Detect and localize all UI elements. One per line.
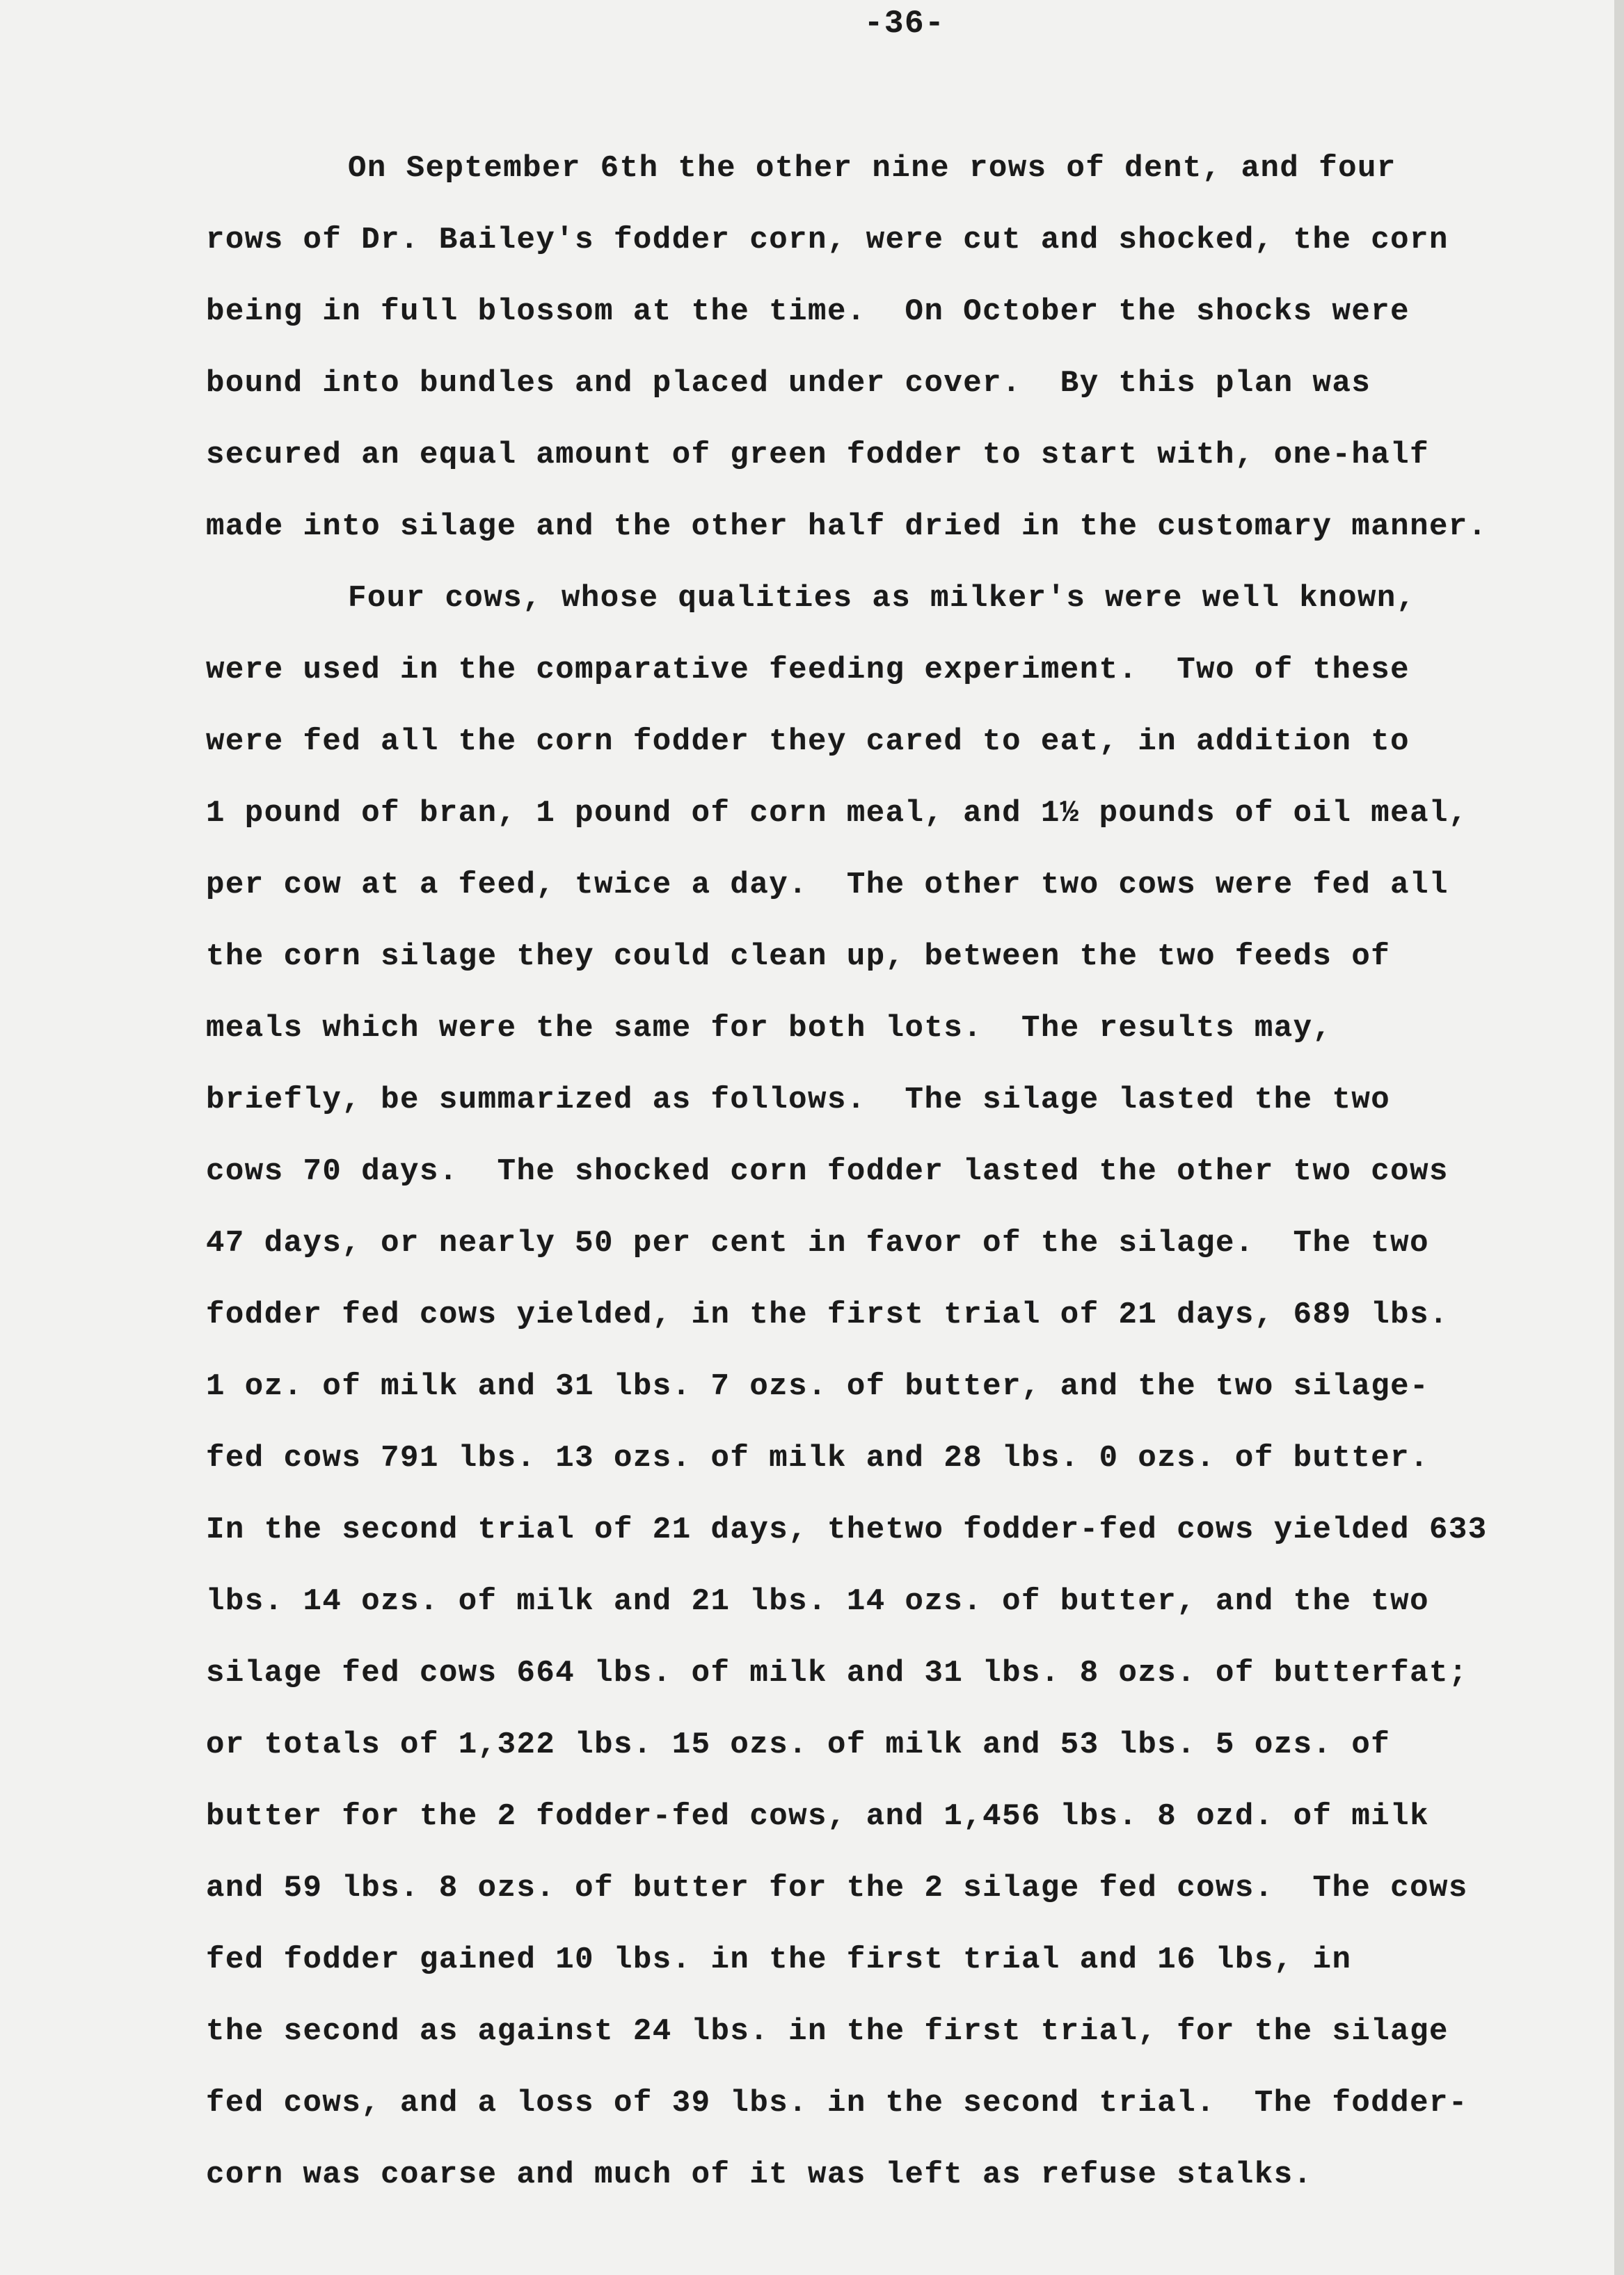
text-line: In the second trial of 21 days, thetwo fodder-fed cows yielded 633 [206,1512,1488,1547]
text-line: were used in the comparative feeding experiment. Two of these [206,653,1410,687]
text-line: Four cows, whose qualities as milker's were well known, [348,581,1416,616]
text-line: secured an equal amount of green fodder to start with, one-half [206,438,1429,472]
page-edge [1614,0,1624,2275]
text-line: being in full blossom at the time. On October the shocks were [206,294,1410,329]
text-line: fodder fed cows yielded, in the first trial of 21 days, 689 lbs. [206,1298,1449,1332]
text-line: or totals of 1,322 lbs. 15 ozs. of milk and 53 lbs. 5 ozs. of [206,1727,1391,1762]
page-number: -36- [863,6,946,42]
text-line: meals which were the same for both lots. The results may, [206,1011,1332,1046]
text-line: corn was coarse and much of it was left as refuse stalks. [206,2157,1313,2192]
text-line: bound into bundles and placed under cover. By this plan was [206,366,1371,401]
text-line: were fed all the corn fodder they cared to eat, in addition to [206,724,1410,759]
text-line: per cow at a feed, twice a day. The other two cows were fed all [206,868,1449,902]
text-line: rows of Dr. Bailey's fodder corn, were cut and shocked, the corn [206,223,1449,257]
text-line: the corn silage they could clean up, between the two feeds of [206,939,1391,974]
text-line: fed fodder gained 10 lbs. in the first trial and 16 lbs, in [206,1942,1352,1977]
text-line: On September 6th the other nine rows of dent, and four [348,151,1396,186]
text-line: lbs. 14 ozs. of milk and 21 lbs. 14 ozs. of butter, and the two [206,1584,1429,1619]
text-line: made into silage and the other half dried in the customary manner. [206,509,1488,544]
text-line: 47 days, or nearly 50 per cent in favor of the silage. The two [206,1226,1429,1261]
text-line: briefly, be summarized as follows. The silage lasted the two [206,1083,1391,1117]
text-line: cows 70 days. The shocked corn fodder lasted the other two cows [206,1154,1449,1189]
text-line: fed cows 791 lbs. 13 ozs. of milk and 28 lbs. 0 ozs. of butter. [206,1441,1429,1476]
text-line: silage fed cows 664 lbs. of milk and 31 lbs. 8 ozs. of butterfat; [206,1656,1468,1691]
text-line: the second as against 24 lbs. in the first trial, for the silage [206,2014,1449,2049]
text-line: 1 pound of bran, 1 pound of corn meal, and 1½ pounds of oil meal, [206,796,1468,831]
text-line: and 59 lbs. 8 ozs. of butter for the 2 silage fed cows. The cows [206,1871,1468,1906]
text-line: butter for the 2 fodder-fed cows, and 1,456 lbs. 8 ozd. of milk [206,1799,1429,1834]
text-line: fed cows, and a loss of 39 lbs. in the second trial. The fodder- [206,2086,1468,2121]
text-line: 1 oz. of milk and 31 lbs. 7 ozs. of butter, and the two silage- [206,1369,1429,1404]
